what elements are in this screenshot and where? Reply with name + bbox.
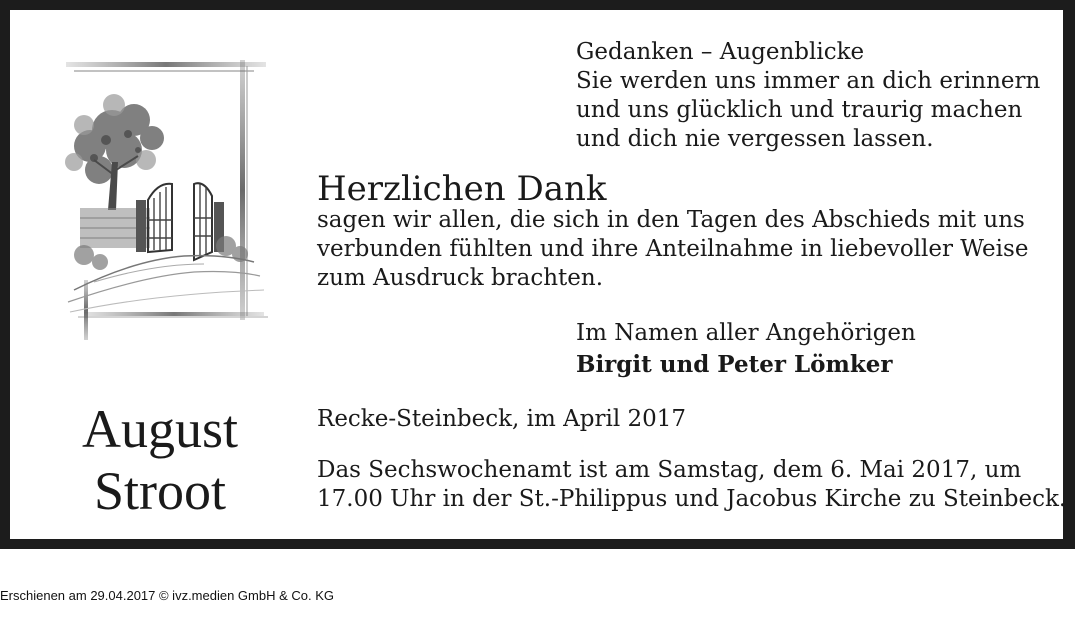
deceased-first-name: August [81, 399, 238, 459]
deceased-last-name: Stroot [93, 461, 227, 521]
thanks-line: verbunden fühlten und ihre Anteilnahme in liebevoller Weise [317, 236, 1029, 262]
signoff-intro: Im Namen aller Angehörigen [576, 320, 916, 346]
signoff [576, 318, 916, 380]
poem-line: und uns glücklich und traurig machen [576, 97, 1023, 123]
service-line: 17.00 Uhr in der St.-Philippus und Jacobus Kirche zu Steinbeck. [317, 486, 1067, 512]
thanks-heading: Herzlichen Dank [317, 169, 607, 209]
service-line: Das Sechswochenamt ist am Samstag, dem 6. Mai 2017, um [317, 457, 1022, 483]
garden-gate-illustration [54, 50, 280, 356]
place-and-date: Recke-Steinbeck, im April 2017 [317, 406, 687, 432]
poem-line: Sie werden uns immer an dich erinnern [576, 68, 1041, 94]
publication-footer: Erschienen am 29.04.2017 © ivz.medien GmbH & Co. KG [0, 588, 335, 603]
deceased-name [50, 398, 270, 522]
thanks-paragraph [317, 206, 1029, 293]
obituary-notice [10, 10, 1067, 539]
thanks-line: sagen wir allen, die sich in den Tagen des Abschieds mit uns [317, 207, 1025, 233]
thanks-line: zum Ausdruck brachten. [317, 265, 604, 291]
service-announcement [317, 456, 1067, 514]
poem-line: Gedanken – Augenblicke [576, 39, 865, 65]
signoff-names: Birgit und Peter Lömker [576, 351, 893, 378]
poem-line: und dich nie vergessen lassen. [576, 126, 934, 152]
poem-verse [576, 38, 1040, 154]
